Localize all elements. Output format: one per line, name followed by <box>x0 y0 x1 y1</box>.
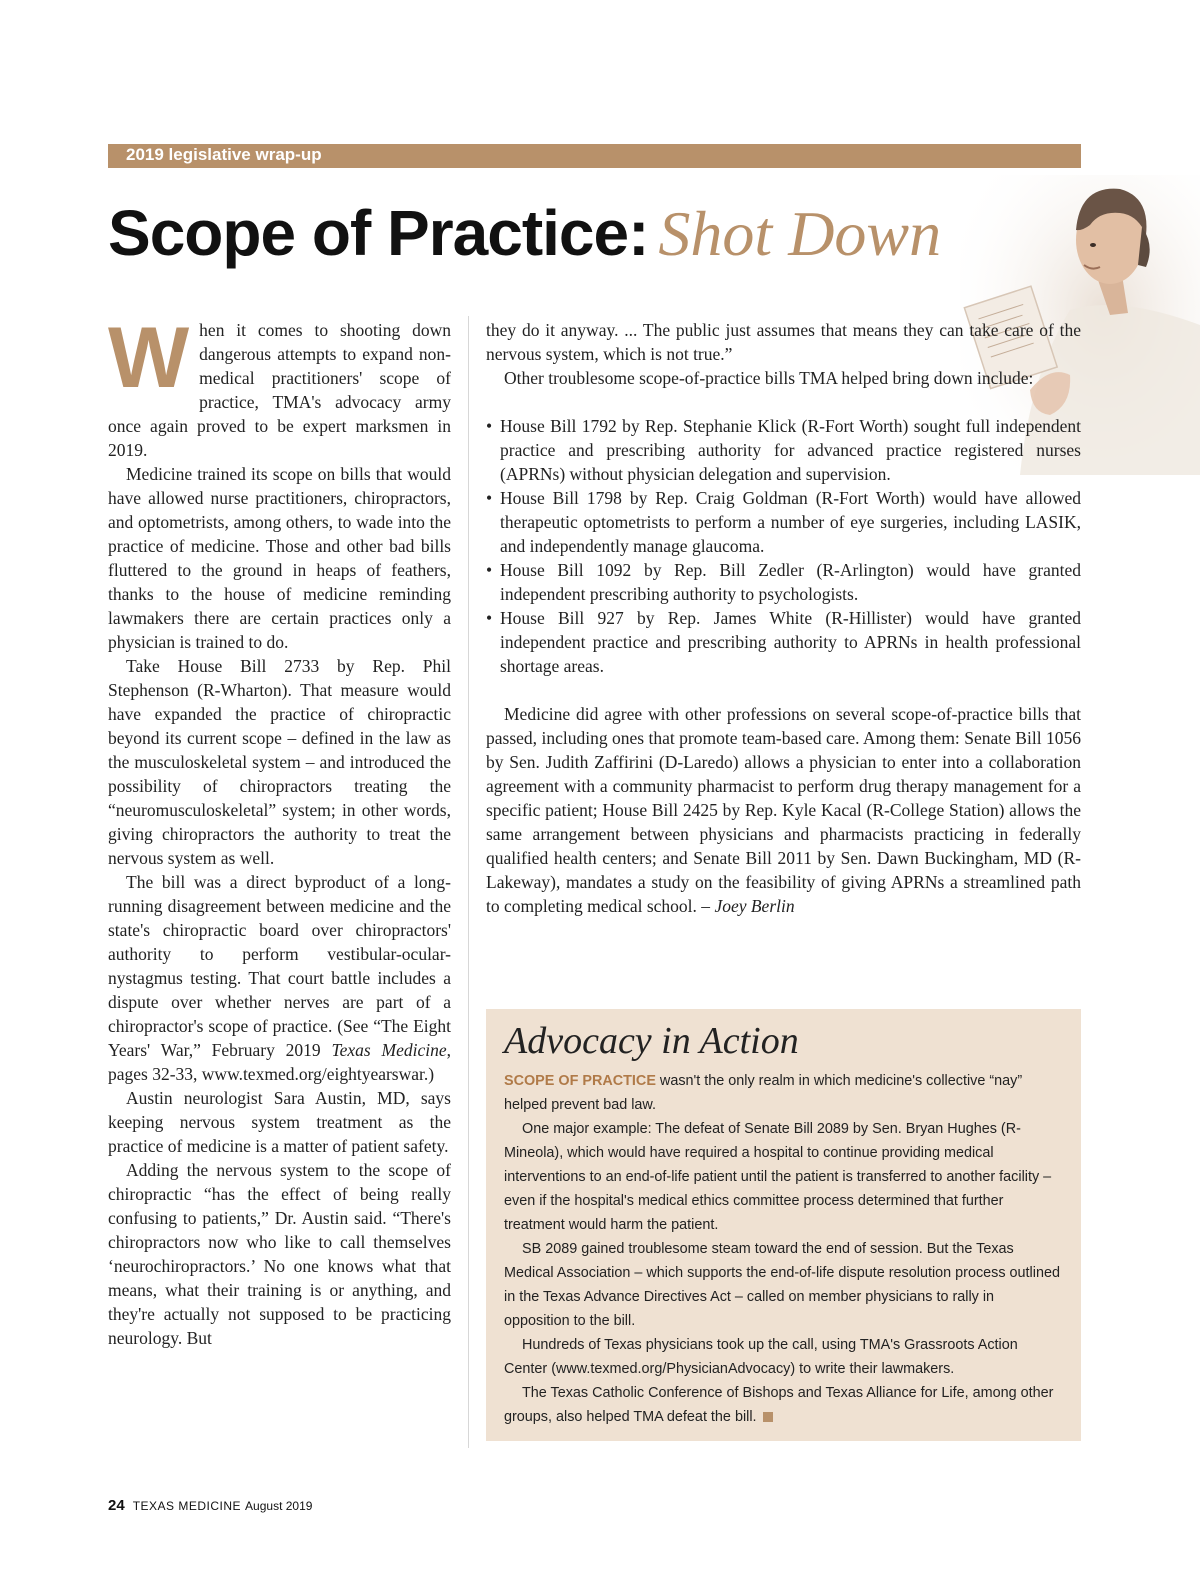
sidebar-paragraph <box>504 1069 1063 1117</box>
paragraph: Take House Bill 2733 by Rep. Phil Stephenson (R-Wharton). That measure would have expanded the practice of chiropractic beyond its current scope – defined in the law as the musculoskeletal system – and introduced the possibility of chiropractors treating the “neuromusculoskeletal” system; in other words, giving chiropractors the authority to treat the nervous system as well. <box>108 656 451 868</box>
section-bar <box>108 144 1081 168</box>
paragraph: they do it anyway. ... The public just assumes that means they can take care of the nervous system, which is not true.” <box>486 320 1081 364</box>
paragraph: Medicine trained its scope on bills that would have allowed nurse practitioners, chiropractors, and optometrists, among others, to wade into the practice of medicine. Those and other bad bills fluttered to the ground in heaps of feathers, thanks to the house of medicine reminding lawmakers there are certain practices only a physician is trained to do. <box>108 464 451 652</box>
publication-name: Texas Medicine <box>331 1040 447 1060</box>
sidebar-paragraph <box>504 1381 1063 1429</box>
sidebar-paragraph: One major example: The defeat of Senate Bill 2089 by Sen. Bryan Hughes (R-Mineola), which would have required a hospital to continue providing medical interventions to an end-of-life patient until the patient is transferred to another facility – even if the hospital's medical ethics committee process determined that further treatment would harm the patient. <box>504 1121 1052 1233</box>
paragraph: Austin neurologist Sara Austin, MD, says keeping nervous system treatment as the practice of medicine is a matter of patient safety. <box>108 1088 451 1156</box>
paragraph-text: , pages 32-33, www.texmed.org/eightyearswar.) <box>108 1040 451 1084</box>
headline <box>108 196 941 271</box>
magazine-name: TEXAS MEDICINE <box>132 1499 242 1513</box>
list-item-text: House Bill 1798 by Rep. Craig Goldman (R-Fort Worth) would have allowed therapeutic optometrists to perform a number of eye surgeries, including LASIK, and independently manage glaucoma. <box>500 488 1081 556</box>
bullet-icon: • <box>486 416 493 436</box>
list-item <box>486 558 1081 606</box>
list-item-text: House Bill 927 by Rep. James White (R-Hillister) would have granted independent practice and prescribing authority to APRNs in health professional shortage areas. <box>500 608 1081 676</box>
sidebar-paragraph: Hundreds of Texas physicians took up the call, using TMA's Grassroots Action Center (www.texmed.org/PhysicianAdvocacy) to write their lawmakers. <box>504 1337 1018 1377</box>
paragraph: Adding the nervous system to the scope of chiropractic “has the effect of being really confusing to patients,” Dr. Austin said. “There's chiropractors now who like to call themselves ‘neurochiropractors.’ No one knows what that means, what their training is or anything, and they're actually not supposed to be practicing neurology. But <box>108 1160 451 1348</box>
sidebar-title: Advocacy in Action <box>504 1020 799 1062</box>
paragraph-text: Medicine did agree with other professions on several scope-of-practice bills that passed, including ones that promote team-based care. Among them: Senate Bill 1056 by Sen. Judith Zaffirini (D-Laredo) allows a physician to enter into a collaboration agreement with a community pharmacist to perform drug therapy management for a specific patient; House Bill 2425 by Rep. Kyle Kacal (R-College Station) allows the same arrangement between physicians and pharmacists practicing in federally qualified health centers; and Senate Bill 2011 by Sen. Dawn Buckingham, MD (R-Lakeway), mandates a study on the feasibility of giving APRNs a streamlined path to completing medical school. – <box>486 704 1081 916</box>
list-item-text: House Bill 1092 by Rep. Bill Zedler (R-Arlington) would have granted independent prescribing authority to psychologists. <box>500 560 1081 604</box>
byline: Joey Berlin <box>714 896 795 916</box>
list-item <box>486 486 1081 558</box>
lead-paragraph <box>108 310 451 462</box>
bullet-icon: • <box>486 488 493 508</box>
sidebar-paragraph: SB 2089 gained troublesome steam toward the end of session. But the Texas Medical Association – which supports the end-of-life dispute resolution process outlined in the Texas Advance Directives Act – called on member physicians to rally in opposition to the bill. <box>504 1241 1060 1329</box>
column-divider <box>468 316 469 1448</box>
square-end-mark-icon <box>763 1412 773 1422</box>
paragraph: Other troublesome scope-of-practice bills TMA helped bring down include: <box>504 368 1034 388</box>
headline-main: Scope of Practice: <box>108 197 649 269</box>
drop-cap: W <box>108 310 190 406</box>
paragraph <box>486 702 1081 918</box>
section-label: 2019 legislative wrap-up <box>126 145 322 164</box>
left-column <box>108 310 451 1350</box>
right-column <box>486 318 1081 918</box>
paragraph-text: The bill was a direct byproduct of a long-running disagreement between medicine and the state's chiropractic board over chiropractors' authority to perform vestibular-ocular-nystagmus testing. That court battle includes a dispute over whether nerves are part of a chiropractor's scope of practice. (See “The Eight Years' War,” February 2019 <box>108 872 451 1060</box>
page-footer <box>108 1497 312 1515</box>
list-item <box>486 414 1081 486</box>
lead-text: hen it comes to shooting down dangerous attempts to expand non-medical practitioners' scope of practice, TMA's advocacy army once again proved to be expert marksmen in 2019. <box>108 320 451 460</box>
sidebar-kicker: SCOPE OF PRACTICE <box>504 1073 656 1089</box>
sidebar-text: The Texas Catholic Conference of Bishops and Texas Alliance for Life, among other groups, also helped TMA defeat the bill. <box>504 1385 1054 1425</box>
sidebar-text: wasn't the only realm in which medicine's collective “nay” helped prevent bad law. <box>504 1073 1023 1113</box>
headline-accent: Shot Down <box>658 198 942 269</box>
list-item <box>486 606 1081 678</box>
list-item-text: House Bill 1792 by Rep. Stephanie Klick (R-Fort Worth) sought full independent practice and prescribing authority for advanced practice registered nurses (APRNs) without physician delegation and supervision. <box>500 416 1081 484</box>
bill-list <box>486 414 1081 678</box>
issue-date: August 2019 <box>245 1499 313 1513</box>
paragraph <box>108 870 451 1086</box>
bullet-icon: • <box>486 560 493 580</box>
advocacy-sidebar <box>486 1009 1081 1441</box>
bullet-icon: • <box>486 608 493 628</box>
page-number: 24 <box>108 1497 125 1514</box>
